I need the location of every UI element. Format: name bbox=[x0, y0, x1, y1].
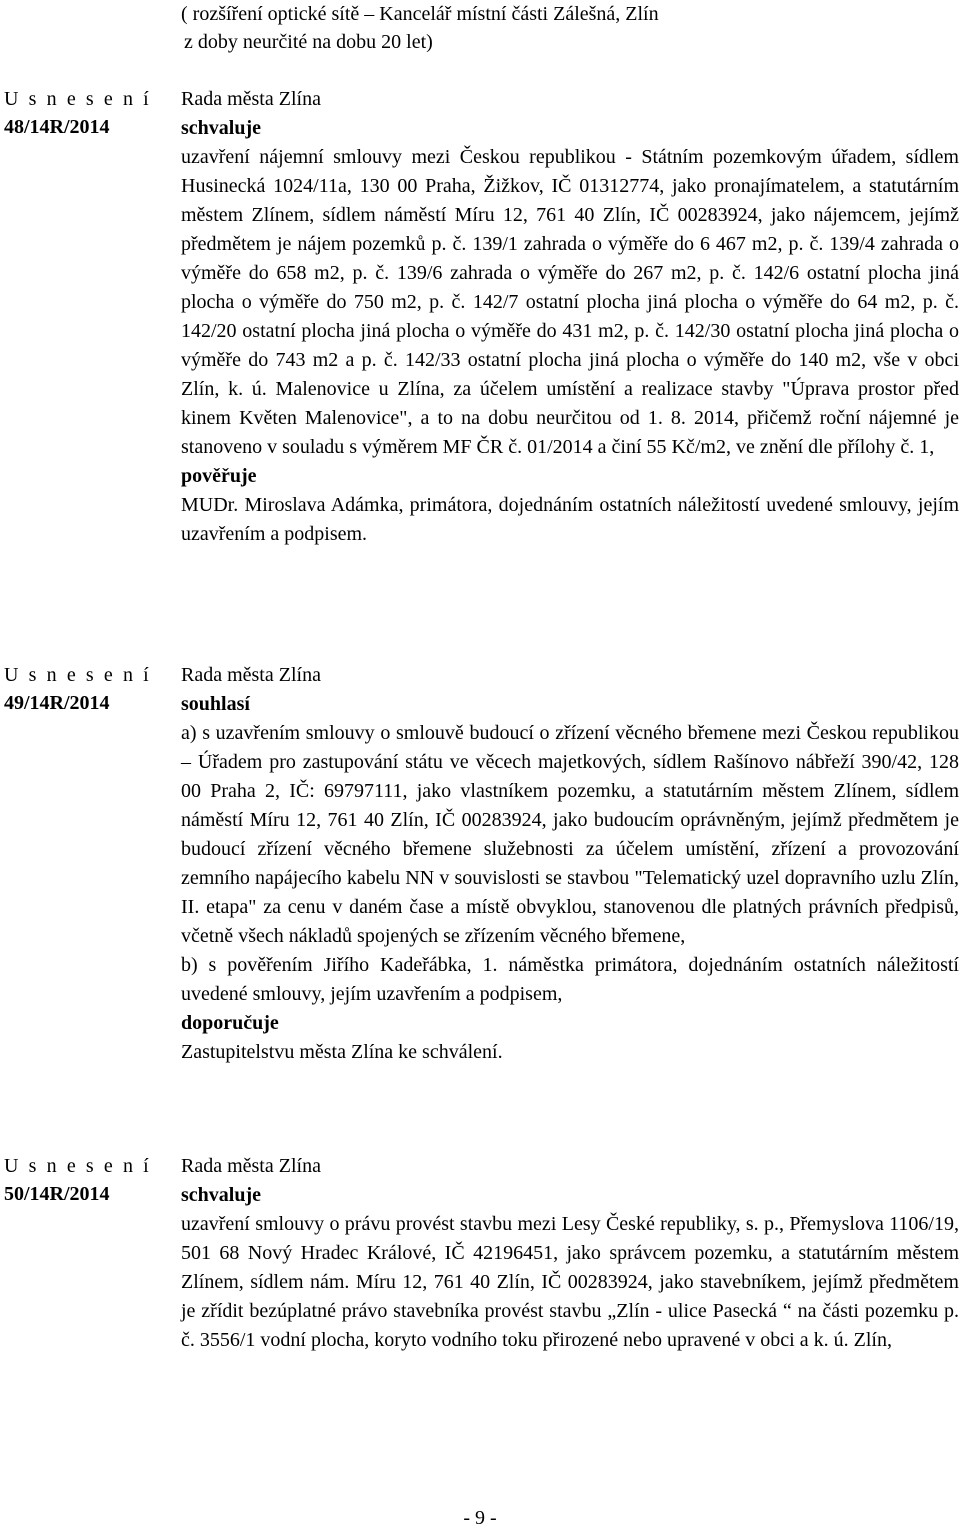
issuing-body: Rada města Zlína bbox=[181, 664, 321, 686]
intro-line-1: ( rozšíření optické sítě – Kancelář místní části Zálešná, Zlín bbox=[181, 3, 659, 25]
resolution-word: U s n e s e n í bbox=[4, 88, 152, 110]
intro-line-2: z doby neurčité na dobu 20 let) bbox=[184, 31, 433, 53]
resolution-text: Zastupitelstvu města Zlína ke schválení. bbox=[181, 1041, 503, 1063]
resolution-text: b) s pověřením Jiřího Kadeřábka, 1. náměstka primátora, dojednáním ostatních náležitostí uvedené smlouvy, jejím uzavřením a podpisem, bbox=[181, 954, 959, 1005]
resolution-text: MUDr. Miroslava Adámka, primátora, dojednáním ostatních náležitostí uvedené smlouvy, jejím uzavřením a podpisem. bbox=[181, 494, 959, 545]
resolution-verb: doporučuje bbox=[181, 1012, 279, 1034]
resolution-text: uzavření nájemní smlouvy mezi Českou republikou - Státním pozemkovým úřadem, sídlem Husinecká 1024/11a, 130 00 Praha, Žižkov, IČ 01312774, jako pronajímatelem, a statutárním městem Zlínem, sídlem náměstí Míru 12, 761 40 Zlín, IČ 00283924, jako nájemcem, jejímž předmětem je nájem pozemků p. č. 139/1 zahrada o výměře do 6 467 m2, p. č. 139/4 zahrada o výměře do 658 m2, p. č. 139/6 zahrada o výměře do 267 m2, p. č. 142/6 ostatní plocha jiná plocha o výměře do 750 m2, p. č. 142/7 ostatní plocha jiná plocha o výměře do 64 m2, p. č. 142/20 ostatní plocha jiná plocha o výměře do 431 m2, p. č. 142/30 ostatní plocha jiná plocha o výměře do 743 m2 a p. č. 142/33 ostatní plocha jiná plocha o výměře do 140 m2, vše v obci Zlín, k. ú. Malenovice u Zlína, za účelem umístění a realizace stavby "Úprava prostor před kinem Květen Malenovice", a to na dobu neurčitou od 1. 8. 2014, přičemž roční nájemné je stanoveno v souladu s výměrem MF ČR č. 01/2014 a činí 55 Kč/m2, ve znění dle přílohy č. 1, bbox=[181, 146, 959, 458]
resolution-verb: pověřuje bbox=[181, 465, 257, 487]
resolution-verb: schvaluje bbox=[181, 117, 261, 139]
resolution-label bbox=[4, 85, 164, 141]
issuing-body: Rada města Zlína bbox=[181, 1155, 321, 1177]
page-number: - 9 - bbox=[463, 1507, 497, 1529]
resolution-body bbox=[181, 85, 959, 549]
resolution-verb: souhlasí bbox=[181, 693, 250, 715]
resolution-text: a) s uzavřením smlouvy o smlouvě budoucí o zřízení věcného břemene mezi Českou republikou – Úřadem pro zastupování státu ve věcech majetkových, sídlem Rašínovo nábřeží 390/42, 128 00 Praha 2, IČ: 69797111, jako vlastníkem pozemku, a statutárním městem Zlínem, sídlem náměstí Míru 12, 761 40 Zlín, IČ 00283924, jako budoucím oprávněným, jejímž předmětem je budoucí zřízení věcného břemene služebnosti za účelem umístění, zřízení a provozování zemního napájecího kabelu NN v souvislosti se stavbou "Telematický uzel dopravního uzlu Zlín, II. etapa" za cenu v daném čase a místě obvyklou, stanovenou dle platných právních předpisů, včetně všech nákladů spojených se zřízením věcného břemene, bbox=[181, 722, 959, 947]
resolution-word: U s n e s e n í bbox=[4, 664, 152, 686]
resolution-number: 49/14R/2014 bbox=[4, 692, 110, 714]
issuing-body: Rada města Zlína bbox=[181, 88, 321, 110]
resolution-word: U s n e s e n í bbox=[4, 1155, 152, 1177]
intro-continuation bbox=[181, 0, 941, 56]
resolution-text: uzavření smlouvy o právu provést stavbu mezi Lesy České republiky, s. p., Přemyslova 1106/19, 501 68 Nový Hradec Králové, IČ 42196451, jako správcem pozemku, a statutárním městem Zlínem, sídlem nám. Míru 12, 761 40 Zlín, IČ 00283924, jako stavebníkem, jejímž předmětem je zřídit bezúplatné právo stavebníka provést stavbu „Zlín - ulice Pasecká “ na části pozemku p. č. 3556/1 vodní plocha, koryto vodního toku přirozené nebo upravené v obci a k. ú. Zlín, bbox=[181, 1213, 959, 1351]
resolution-verb: schvaluje bbox=[181, 1184, 261, 1206]
resolution-body bbox=[181, 1152, 959, 1355]
resolution-label bbox=[4, 1152, 164, 1208]
resolution-number: 48/14R/2014 bbox=[4, 116, 110, 138]
resolution-number: 50/14R/2014 bbox=[4, 1183, 110, 1205]
resolution-body bbox=[181, 661, 959, 1067]
resolution-label bbox=[4, 661, 164, 717]
